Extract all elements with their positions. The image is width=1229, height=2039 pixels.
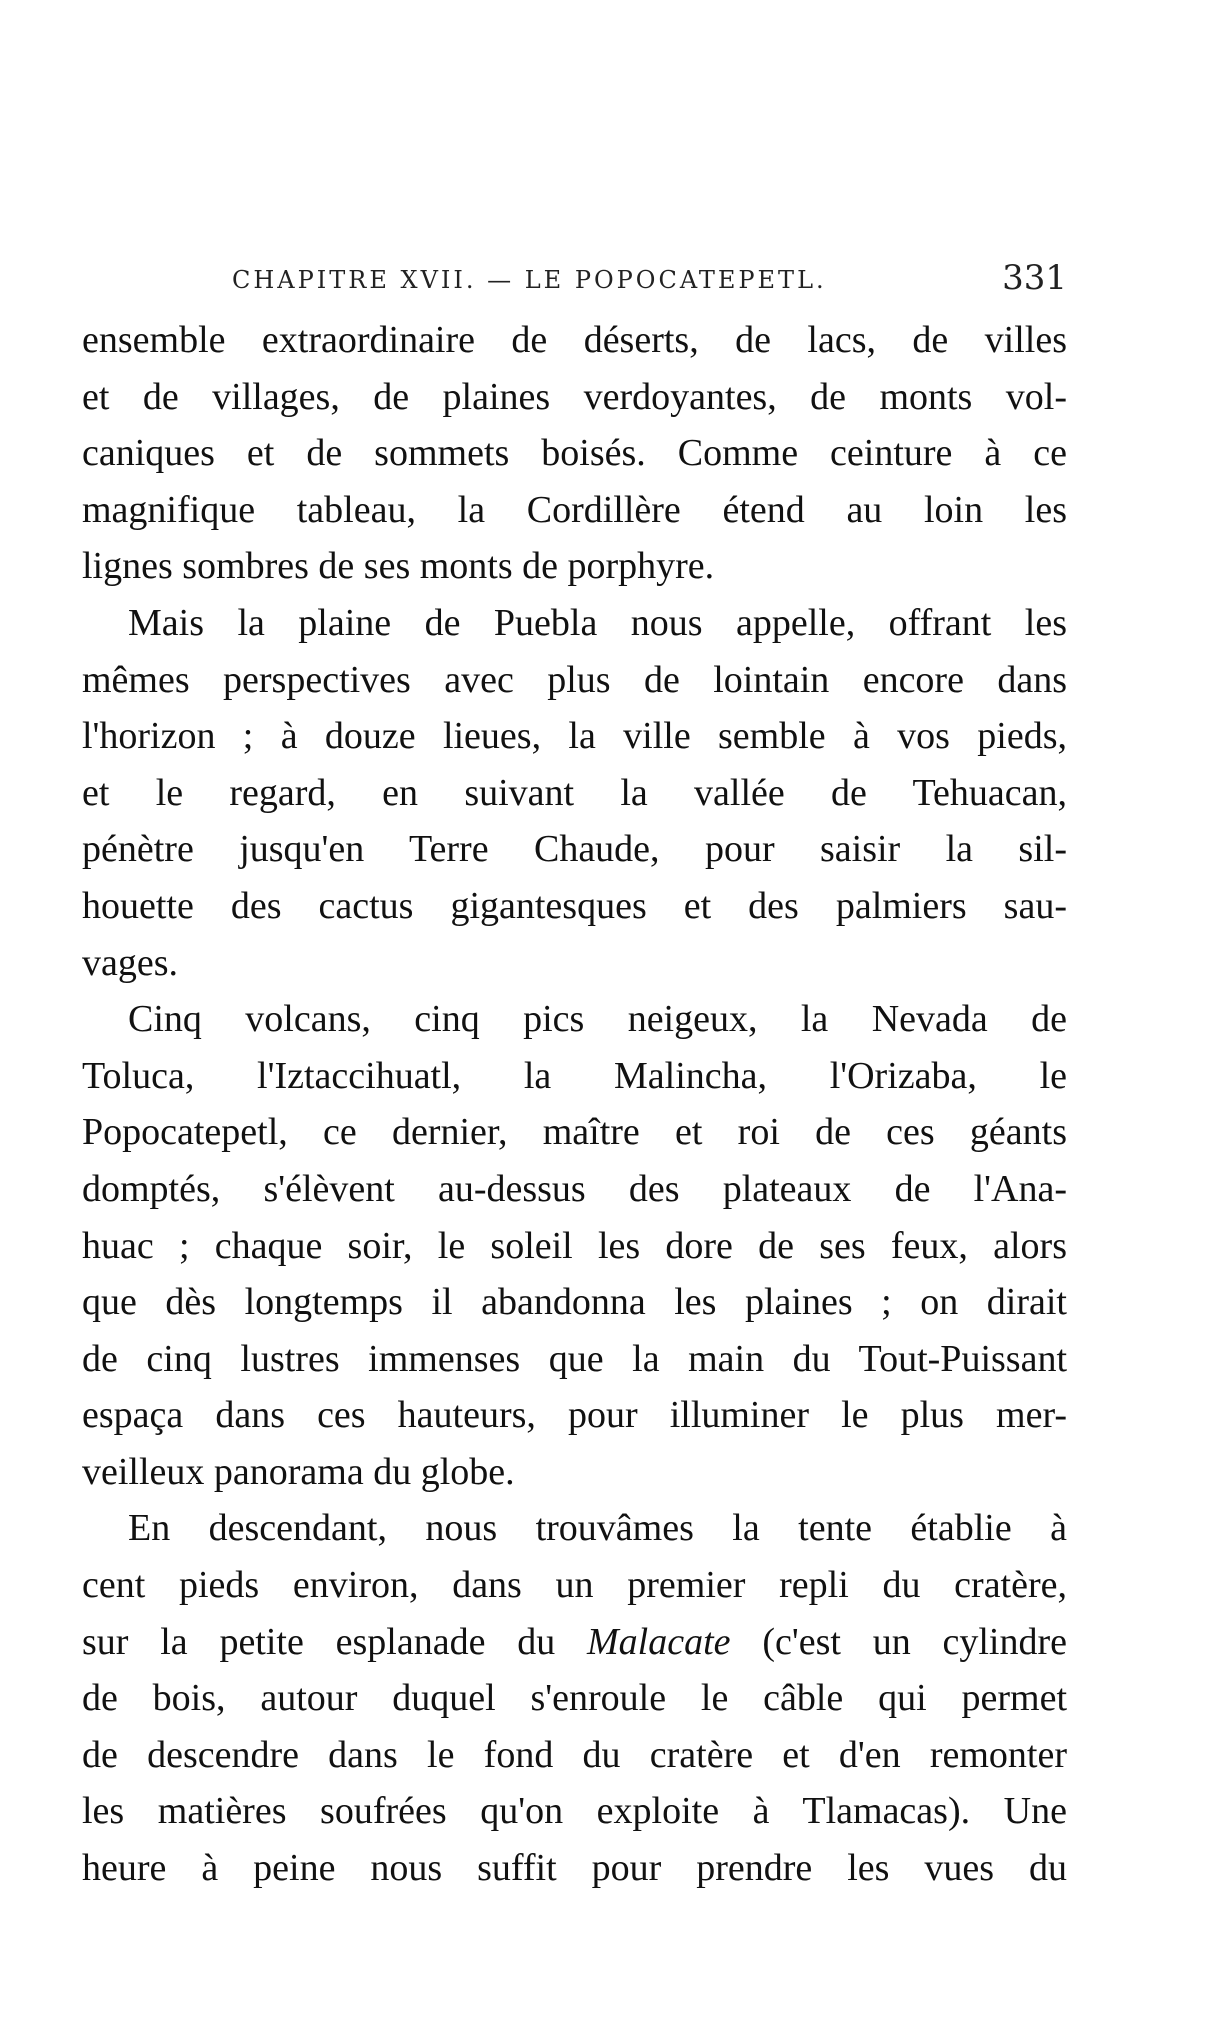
text-line: de descendre dans le fond du cratère et d'en remonter [82,1733,1067,1776]
text-line: espaça dans ces hauteurs, pour illuminer le plus mer- [82,1394,1067,1437]
paragraph [82,312,1067,595]
text-line: En descendant, nous trouvâmes la tente établie à [128,1507,1067,1550]
running-title: CHAPITRE XVII. — LE POPOCATEPETL. [232,266,827,294]
text-line: et de villages, de plaines verdoyantes, de monts vol- [82,375,1067,418]
text-line: lignes sombres de ses monts de porphyre. [82,545,715,588]
paragraph [82,595,1067,991]
paragraph [82,991,1067,1500]
paragraph [82,1500,1067,1896]
italic-term: Malacate [587,1620,731,1663]
text-line: mêmes perspectives avec plus de lointain encore dans [82,658,1067,701]
text-line: de bois, autour duquel s'enroule le câble qui permet [82,1677,1067,1720]
text-line: de cinq lustres immenses que la main du Tout-Puissant [82,1337,1067,1380]
text-segment: (c'est un cylindre [762,1620,1067,1663]
running-head [82,258,1067,304]
text-segment: sur la petite esplanade du [82,1620,556,1663]
text-line: Mais la plaine de Puebla nous appelle, offrant les [128,601,1067,644]
text-line: ensemble extraordinaire de déserts, de lacs, de villes [82,319,1067,361]
text-line: Cinq volcans, cinq pics neigeux, la Nevada de [128,998,1067,1041]
text-line: houette des cactus gigantesques et des palmiers sau- [82,884,1067,927]
text-line: et le regard, en suivant la vallée de Tehuacan, [82,771,1067,814]
text-line: cent pieds environ, dans un premier repli du cratère, [82,1564,1067,1607]
text-line: les matières soufrées qu'on exploite à Tlamacas). Une [82,1790,1067,1833]
text-line: pénètre jusqu'en Terre Chaude, pour saisir la sil- [82,828,1067,871]
page-number: 331 [1002,258,1067,298]
text-line: caniques et de sommets boisés. Comme ceinture à ce [82,432,1067,475]
text-line: magnifique tableau, la Cordillère étend au loin les [82,488,1067,531]
text-line: huac ; chaque soir, le soleil les dore de ses feux, alors [82,1224,1067,1267]
text-line: veilleux panorama du globe. [82,1450,515,1493]
text-line-with-italic [82,1614,1067,1671]
text-line: domptés, s'élèvent au-dessus des plateaux de l'Ana- [82,1167,1067,1210]
text-line: vages. [82,941,179,984]
text-line: heure à peine nous suffit pour prendre les vues du [82,1847,1067,1890]
text-line: Popocatepetl, ce dernier, maître et roi de ces géants [82,1111,1067,1154]
text-line: l'horizon ; à douze lieues, la ville semble à vos pieds, [82,715,1067,758]
body-text [82,312,1067,1897]
text-line: que dès longtemps il abandonna les plaines ; on dirait [82,1281,1067,1324]
text-line: Toluca, l'Iztaccihuatl, la Malincha, l'Orizaba, le [82,1054,1067,1097]
